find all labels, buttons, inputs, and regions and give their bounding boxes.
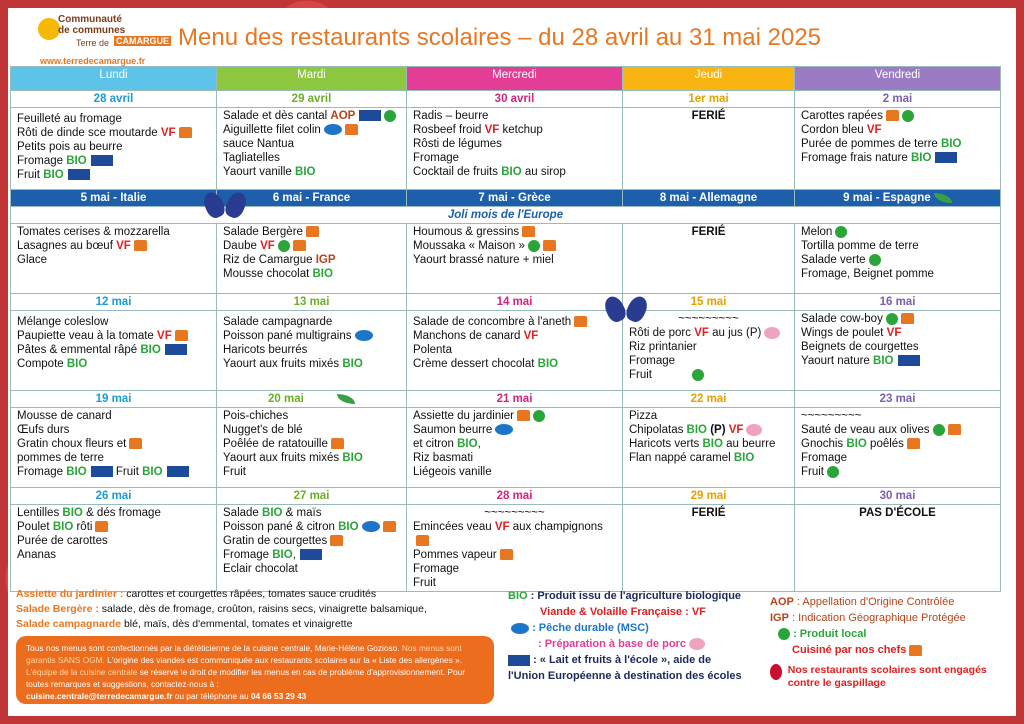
date: 22 mai: [623, 391, 795, 408]
local-product-icon: [692, 369, 704, 381]
eu-flag-icon: [508, 655, 530, 666]
menu-cell: Pizza Chipolatas BIO (P) VF Haricots verts BIO au beurre Flan nappé caramel BIO: [623, 408, 795, 488]
menu-table: [10, 66, 1001, 592]
eu-flag-icon: [300, 549, 322, 560]
chef-icon: [500, 549, 513, 560]
date: 30 mai: [795, 488, 1001, 505]
date: 7 mai - Grèce: [407, 190, 623, 207]
chef-icon: [175, 330, 188, 341]
menu-cell: Salade Bergère Daube VF Riz de Camargue IGP Mousse chocolat BIO: [217, 224, 407, 294]
contact-email[interactable]: cuisine.centrale@terredecamargue.fr: [26, 691, 173, 701]
menu-cell: Tomates cerises & mozzarella Lasagnes au bœuf VF Glace: [11, 224, 217, 294]
chef-icon: [416, 535, 429, 546]
date: 14 mai: [407, 294, 623, 311]
menu-cell: Salade de concombre à l'aneth Manchons de canard VF Polenta Crème dessert chocolat BIO: [407, 311, 623, 391]
logo-terre: Terre de: [76, 38, 110, 48]
local-product-icon: [827, 466, 839, 478]
sun-icon: [38, 18, 60, 40]
eu-flag-icon: [359, 110, 381, 121]
pork-icon: [746, 424, 762, 436]
date: 27 mai: [217, 488, 407, 505]
europe-title-row: [11, 207, 1001, 224]
chef-icon: [345, 124, 358, 135]
menu-row: [11, 311, 1001, 391]
chef-icon: [134, 240, 147, 251]
contact-phone[interactable]: 04 66 53 29 43: [250, 691, 307, 701]
day-header-row: [11, 67, 1001, 91]
chef-icon: [179, 127, 192, 138]
menu-cell: ~~~~~~~~~ Emincées veau VF aux champignons Pommes vapeur Fromage Fruit: [407, 505, 623, 592]
msc-fish-icon: [495, 424, 513, 435]
date-row: [11, 488, 1001, 505]
chef-icon: [95, 521, 108, 532]
local-product-icon: [835, 226, 847, 238]
butterfly-icon: [606, 294, 646, 326]
page-title: Menu des restaurants scolaires – du 28 avril au 31 mai 2025: [178, 24, 822, 51]
date: 26 mai: [11, 488, 217, 505]
day-vendredi: Vendredi: [795, 67, 1001, 91]
chef-icon: [522, 226, 535, 237]
local-product-icon: [384, 110, 396, 122]
local-product-icon: [902, 110, 914, 122]
date: 28 avril: [11, 91, 217, 108]
date: 9 mai - Espagne: [795, 190, 1001, 207]
date: 23 mai: [795, 391, 1001, 408]
day-jeudi: Jeudi: [623, 67, 795, 91]
date-row: [11, 391, 1001, 408]
anti-waste-icon: [770, 664, 782, 680]
date: 20 mai: [217, 391, 407, 408]
eu-flag-icon: [935, 152, 957, 163]
date: 19 mai: [11, 391, 217, 408]
menu-row: [11, 505, 1001, 592]
chef-icon: [306, 226, 319, 237]
local-product-icon: [533, 410, 545, 422]
msc-fish-icon: [355, 330, 373, 341]
menu-cell: Mousse de canard Œufs durs Gratin choux fleurs et pommes de terre Fromage BIO Fruit BIO: [11, 408, 217, 488]
menu-cell: Mélange coleslow Paupiette veau à la tomate VF Pâtes & emmental râpé BIO Compote BIO: [11, 311, 217, 391]
day-lundi: Lundi: [11, 67, 217, 91]
chef-icon: [293, 240, 306, 251]
eu-flag-icon: [167, 466, 189, 477]
ferie-label: FERIÉ: [623, 505, 795, 592]
menu-cell: Assiette du jardinier Saumon beurre et citron BIO, Riz basmati Liégeois vanille: [407, 408, 623, 488]
chef-icon: [331, 438, 344, 449]
eu-flag-icon: [91, 155, 113, 166]
local-product-icon: [933, 424, 945, 436]
chef-icon: [543, 240, 556, 251]
ferie-label: FERIÉ: [623, 224, 795, 294]
msc-fish-icon: [324, 124, 342, 135]
date: 1er mai: [623, 91, 795, 108]
date-row: [11, 294, 1001, 311]
menu-cell: Carottes rapées Cordon bleu VF Purée de pommes de terre BIO Fromage frais nature BIO: [795, 108, 1001, 190]
local-product-icon: [778, 628, 790, 640]
menu-cell: Feuilleté au fromage Rôti de dinde sce moutarde VF Petits pois au beurre Fromage BIO Fruit BIO: [11, 108, 217, 190]
ferie-label: FERIÉ: [623, 108, 795, 190]
chef-icon: [383, 521, 396, 532]
eu-flag-icon: [898, 355, 920, 366]
leaf-icon: [934, 193, 952, 203]
logo-url[interactable]: www.terredecamargue.fr: [40, 56, 146, 66]
menu-row: [11, 408, 1001, 488]
quality-legend: AOP : Appellation d'Origine Contrôlée IGP : Indication Géographique Protégée : Produit local Cuisiné par nos chefs Nos restaurants scolaires sont engagés contre le gaspillage: [770, 596, 987, 689]
eu-flag-icon: [91, 466, 113, 477]
eu-flag-icon: [68, 169, 90, 180]
info-box: Tous nos menus sont confectionnés par la diététicienne de la cuisine centrale, Marie-Hélène Gozioso. Nos menus sont garantis SANS OGM. L'origine des viandes est communiquée aux restaurants scolaires sur la « Liste des allergènes ». L'équipe de la cuisine centrale se réserve le droit de modifier les menus en cas de problème d'approvisionnement. Pour toutes remarques et suggestions, contactez-nous à : cuisine.centrale@terredecamargue.fr ou par téléphone au 04 66 53 29 43: [16, 636, 494, 704]
menu-cell: Salade cow-boy Wings de poulet VF Beignets de courgettes Yaourt nature BIO: [795, 311, 1001, 391]
date: 13 mai: [217, 294, 407, 311]
no-school-label: PAS D'ÉCOLE: [795, 505, 1001, 592]
logo: [36, 12, 169, 72]
butterfly-icon: [205, 190, 245, 222]
msc-fish-icon: [362, 521, 380, 532]
date: 6 mai - France: [217, 190, 407, 207]
date: 30 avril: [407, 91, 623, 108]
chef-icon: [909, 645, 922, 656]
europe-date-row: [11, 190, 1001, 207]
chef-icon: [330, 535, 343, 546]
europe-title: Joli mois de l'Europe: [11, 207, 1001, 224]
logo-camargue: CAMARGUE: [116, 36, 169, 46]
local-product-icon: [886, 313, 898, 325]
date: 16 mai: [795, 294, 1001, 311]
dish-legend: Assiette du jardinier : carottes et courgettes râpées, tomates sauce crudités Salade Bergère : salade, dès de fromage, croûton, raisins secs, vinaigrette balsamique, Salade campagnarde blé, maïs, dès d'emmental, tomates et vinaigrette: [16, 588, 427, 630]
menu-cell: Pois-chiches Nugget's de blé Poêlée de ratatouille Yaourt aux fruits mixés BIO Fruit: [217, 408, 407, 488]
date-row: [11, 91, 1001, 108]
date: 8 mai - Allemagne: [623, 190, 795, 207]
local-product-icon: [528, 240, 540, 252]
leaf-icon: [337, 394, 355, 404]
local-product-icon: [869, 254, 881, 266]
date: 2 mai: [795, 91, 1001, 108]
day-mercredi: Mercredi: [407, 67, 623, 91]
chef-icon: [129, 438, 142, 449]
menu-cell: Lentilles BIO & dés fromage Poulet BIO rôti Purée de carottes Ananas: [11, 505, 217, 592]
label-legend: BIO : Produit issu de l'agriculture biologique Viande & Volaille Française : VF : Pêche durable (MSC) : Préparation à base de porc : « Lait et fruits à l'école », aide de l'Union Européenne à destination des écoles: [508, 590, 742, 682]
menu-row: [11, 224, 1001, 294]
menu-cell: Salade BIO & maïs Poisson pané & citron BIO Gratin de courgettes Fromage BIO, Eclair chocolat: [217, 505, 407, 592]
chef-icon: [948, 424, 961, 435]
logo-text: Communauté de communes: [58, 14, 126, 36]
pork-icon: [764, 327, 780, 339]
chef-icon: [517, 410, 530, 421]
date: 29 mai: [623, 488, 795, 505]
date: 28 mai: [407, 488, 623, 505]
date: 15 mai: [623, 294, 795, 311]
local-product-icon: [278, 240, 290, 252]
chef-icon: [574, 316, 587, 327]
menu-cell: Houmous & gressins Moussaka « Maison » Yaourt brassé nature + miel: [407, 224, 623, 294]
pork-icon: [689, 638, 705, 650]
chef-icon: [901, 313, 914, 324]
chef-icon: [907, 438, 920, 449]
date: 21 mai: [407, 391, 623, 408]
menu-cell: Salade campagnarde Poisson pané multigrains Haricots beurrés Yaourt aux fruits mixés BIO: [217, 311, 407, 391]
msc-fish-icon: [511, 623, 529, 634]
day-mardi: Mardi: [217, 67, 407, 91]
eu-flag-icon: [165, 344, 187, 355]
date: 12 mai: [11, 294, 217, 311]
menu-cell: Melon Tortilla pomme de terre Salade verte Fromage, Beignet pomme: [795, 224, 1001, 294]
menu-cell: Salade et dès cantal AOP Aiguillette filet colin sauce Nantua Tagliatelles Yaourt vanille BIO: [217, 108, 407, 190]
date: 29 avril: [217, 91, 407, 108]
menu-cell: Radis – beurre Rosbeef froid VF ketchup Rôsti de légumes Fromage Cocktail de fruits BIO au sirop: [407, 108, 623, 190]
menu-cell: ~~~~~~~~~ Rôti de porc VF au jus (P) Riz printanier Fromage Fruit: [623, 311, 795, 391]
chef-icon: [886, 110, 899, 121]
menu-row: [11, 108, 1001, 190]
menu-cell: ~~~~~~~~~ Sauté de veau aux olives Gnochis BIO poêlés Fromage Fruit: [795, 408, 1001, 488]
date: 5 mai - Italie: [11, 190, 217, 207]
